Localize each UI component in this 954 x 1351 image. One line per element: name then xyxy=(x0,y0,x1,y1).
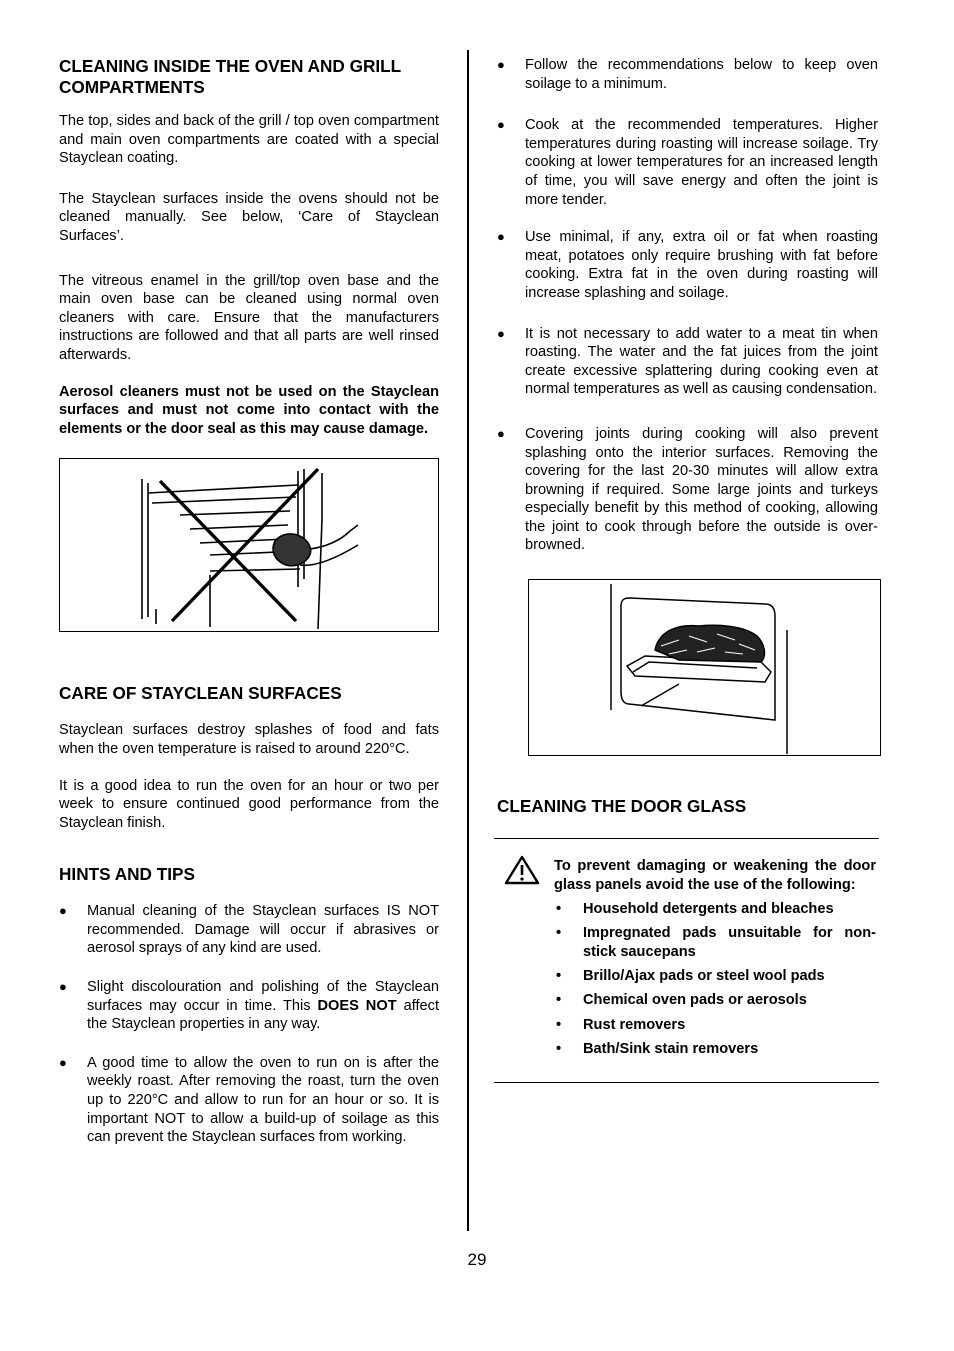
left-column xyxy=(59,56,439,1147)
bullet-icon: ● xyxy=(497,117,505,133)
right-column xyxy=(497,56,878,1083)
list-bullet-icon: • xyxy=(556,992,562,1009)
paragraph-stayclean-destroys: Stayclean surfaces destroy splashes of food and fats when the oven temperature is raised to around 220°C. xyxy=(59,722,439,757)
warning-list-item: • Chemical oven pads or aerosols xyxy=(556,992,807,1009)
bullet-icon: ● xyxy=(59,903,67,919)
tip-item-no-water: ● It is not necessary to add water to a meat tin when roasting. The water and the fat juices from the joint create excessive splattering during cooking even at normal temperatures as well as causing condensation. xyxy=(497,325,878,398)
heading-hints-tips: HINTS AND TIPS xyxy=(59,864,195,885)
crossed-out-spray-illustration xyxy=(60,459,438,631)
warning-aerosol: Aerosol cleaners must not be used on the Stayclean surfaces and must not come into contact with the elements or the door seal as this may cause damage. xyxy=(59,383,439,437)
tip-item-recommendations: ● Follow the recommendations below to keep oven soilage to a minimum. xyxy=(497,57,878,92)
paragraph-vitreous-enamel: The vitreous enamel in the grill/top oven base and the main oven base can be cleaned using normal oven cleaners with care. Ensure that the manufacturers instructions are followed and that all parts are well rinsed afterwards. xyxy=(59,272,439,363)
warning-list-item: • Brillo/Ajax pads or steel wool pads xyxy=(556,968,825,985)
list-bullet-icon: • xyxy=(556,968,562,985)
covered-joint-in-oven-illustration xyxy=(529,580,880,755)
bullet-icon: ● xyxy=(497,229,505,245)
list-bullet-icon: • xyxy=(556,1040,562,1057)
warning-text xyxy=(554,839,876,1082)
figure-covered-joint-illustration xyxy=(528,579,881,756)
warning-triangle-icon xyxy=(504,855,540,885)
bullet-icon: ● xyxy=(59,979,67,995)
heading-cleaning-inside: CLEANING INSIDE THE OVEN AND GRILL COMPARTMENTS xyxy=(59,56,401,97)
heading-door-glass: CLEANING THE DOOR GLASS xyxy=(497,796,747,817)
hint-item-manual-cleaning: ● Manual cleaning of the Stayclean surfaces IS NOT recommended. Damage will occur if abrasives or aerosol sprays of any kind are used. xyxy=(59,903,439,957)
warning-list xyxy=(554,900,876,1058)
warning-list-item: • Impregnated pads unsuitable for non-stick saucepans xyxy=(556,925,876,961)
figure-no-aerosol-illustration xyxy=(59,458,439,632)
list-bullet-icon: • xyxy=(556,925,562,942)
tip-item-minimal-oil: ● Use minimal, if any, extra oil or fat when roasting meat, potatoes only require brushing with fat before cooking. Extra fat in the oven during roasting will increase splashing and soilage. xyxy=(497,229,878,301)
paragraph-run-oven: It is a good idea to run the oven for an hour or two per week to ensure continued good performance from the Stayclean finish. xyxy=(59,777,439,831)
column-divider xyxy=(467,50,469,1231)
list-bullet-icon: • xyxy=(556,1016,562,1033)
tip-item-covering-joints: ● Covering joints during cooking will also prevent splashing onto the interior surfaces. Removing the covering for the last 20-30 minutes will allow extra browning if required. Some large joints and turkeys especially benefit by this method of cooking, allowing the joint to cook through before the outside is over-browned. xyxy=(497,425,878,554)
door-glass-warning-box xyxy=(494,838,879,1083)
warning-intro: To prevent damaging or weakening the door glass panels avoid the use of the following: xyxy=(554,858,876,893)
warning-list-item: • Rust removers xyxy=(556,1016,686,1033)
tip-item-temperatures: ● Cook at the recommended temperatures. Higher temperatures during roasting will increase soilage. Try cooking at lower temperatures for an increased length of time, you will save energy and often the joint is more tender. xyxy=(497,117,878,208)
bullet-icon: ● xyxy=(497,425,505,441)
warning-list-item: • Household detergents and bleaches xyxy=(556,901,834,918)
list-bullet-icon: • xyxy=(556,901,562,918)
page-number: 29 xyxy=(467,1250,487,1269)
hint-item-discolouration: ● Slight discolouration and polishing of the Stayclean surfaces may occur in time. This DOES NOT affect the Stayclean properties in any way. xyxy=(59,979,440,1033)
bullet-icon: ● xyxy=(497,325,505,341)
paragraph-stayclean-coating: The top, sides and back of the grill / top oven compartment and main oven compartments are coated with a special Stayclean coating. xyxy=(59,113,439,167)
bullet-icon: ● xyxy=(59,1054,67,1070)
heading-care-stayclean: CARE OF STAYCLEAN SURFACES xyxy=(59,683,342,704)
warning-list-item: • Bath/Sink stain removers xyxy=(556,1040,759,1057)
hint-item-weekly-roast: ● A good time to allow the oven to run on is after the weekly roast. After removing the roast, turn the oven up to 220°C and allow to run for an hour or so. It is important NOT to allow a build-up of soilage as this can prevent the Stayclean surfaces from working. xyxy=(59,1054,439,1146)
bullet-icon: ● xyxy=(497,57,505,72)
paragraph-no-manual-cleaning: The Stayclean surfaces inside the ovens should not be cleaned manually. See below, ‘Care of Stayclean Surfaces’. xyxy=(59,190,439,244)
